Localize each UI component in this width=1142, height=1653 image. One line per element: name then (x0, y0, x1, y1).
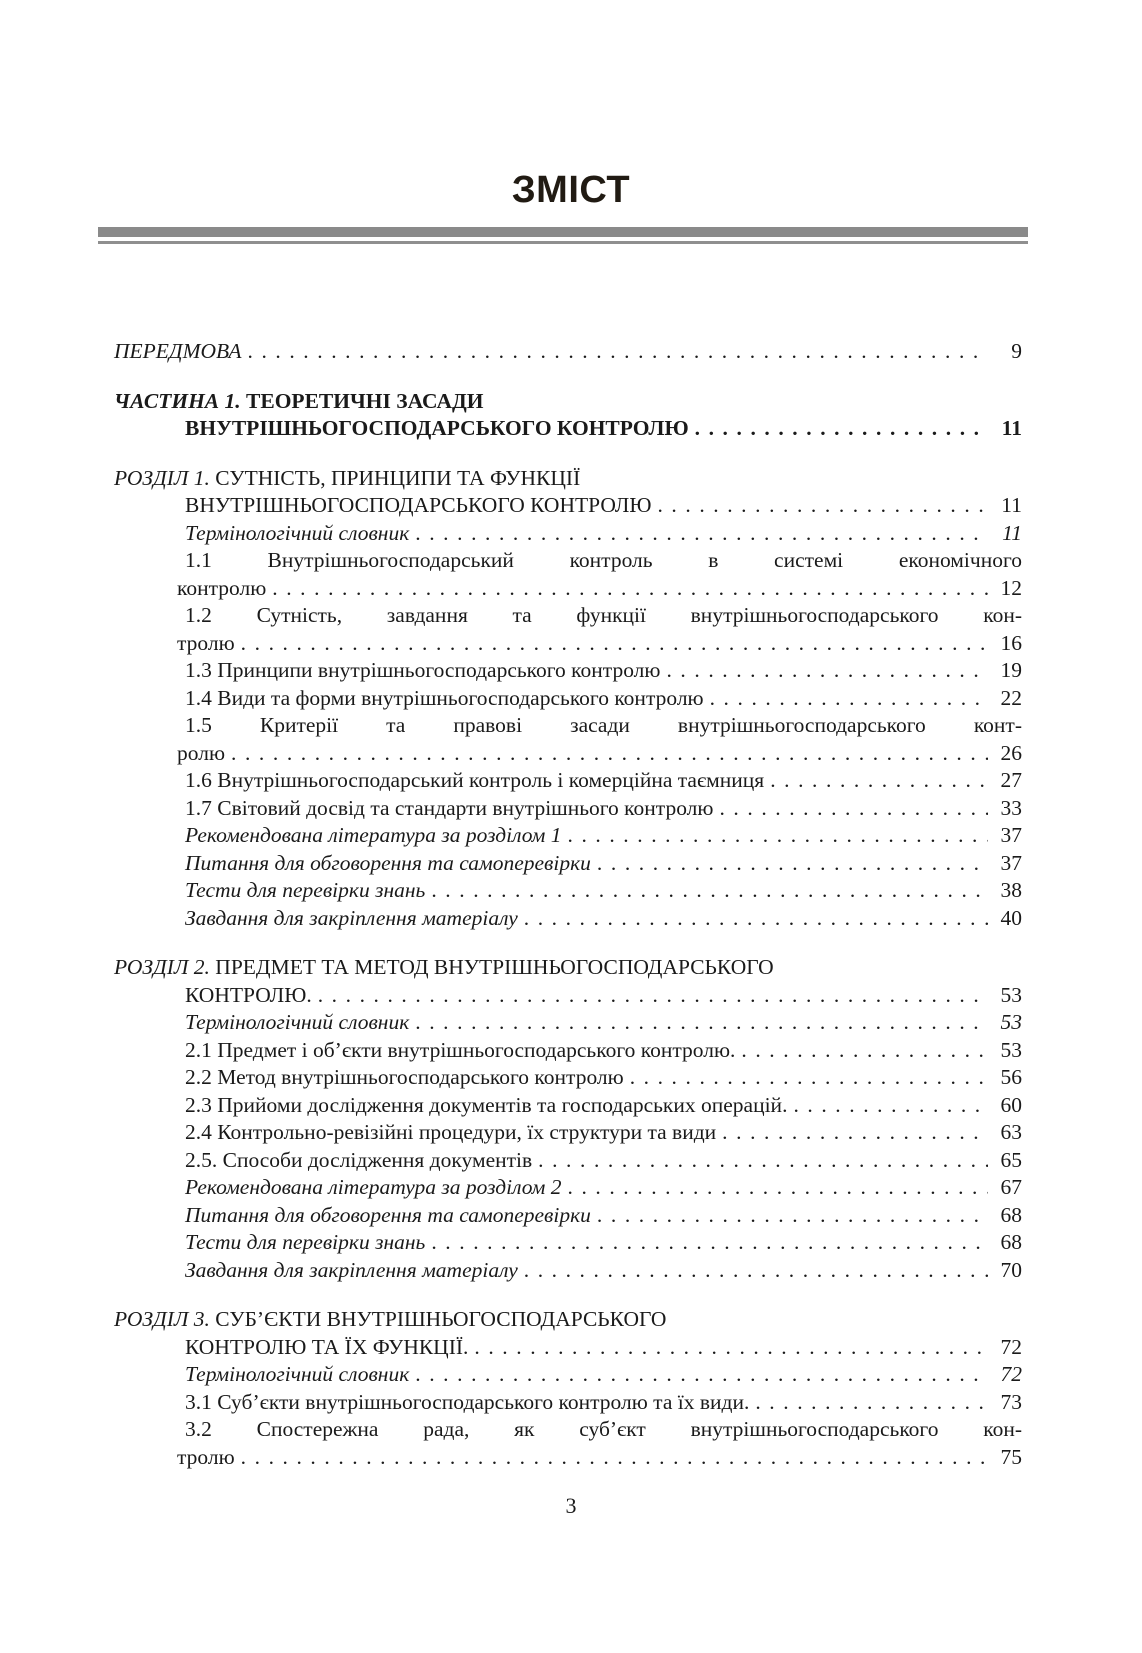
toc-entry-text: 1.7 Світовий досвід та стандарти внутрішнього контролю (185, 795, 714, 820)
toc-entry-text: 2.3 Прийоми дослідження документів та господарських операцій. (185, 1092, 788, 1117)
toc-entry-text: Термінологічний словник (185, 520, 410, 545)
page-number: 33 (1000, 795, 1022, 820)
toc-entry-text: 2.5. Способи дослідження документів (185, 1147, 533, 1172)
toc-list (114, 338, 1022, 1471)
toc-entry-text: Питання для обговорення та самоперевірки (185, 850, 591, 875)
dot-leader (266, 575, 988, 603)
dot-leader (425, 877, 988, 905)
toc-entry-text: РОЗДІЛ 1. СУТНІСТЬ, ПРИНЦИПИ ТА ФУНКЦІЇ (114, 465, 581, 490)
separator-rule-thin (98, 241, 1028, 244)
toc-row (114, 767, 1022, 795)
toc-entry-text: Тести для перевірки знань (185, 1230, 426, 1254)
page-number: 11 (1002, 520, 1022, 545)
toc-row (114, 1202, 1022, 1230)
dot-leader (518, 1257, 988, 1285)
footer-page-number: 3 (565, 1493, 577, 1518)
toc-row (114, 1389, 1022, 1417)
toc-entry-text: 3.1 Суб’єкти внутрішньогосподарського контролю та їх види. (185, 1389, 750, 1414)
toc-row (114, 1147, 1022, 1175)
dot-leader (468, 1334, 988, 1362)
page-number: 53 (1000, 982, 1022, 1007)
toc-row (114, 685, 1022, 713)
dot-leader (704, 685, 988, 713)
toc-spacer (114, 366, 1022, 388)
dot-leader (242, 338, 989, 366)
page-number: 11 (1001, 416, 1022, 440)
toc-entry-text: 2.1 Предмет і об’єкти внутрішньогосподарського контролю. (185, 1037, 736, 1062)
toc-row (114, 388, 1022, 416)
page-number: 27 (1000, 768, 1022, 792)
toc-row (114, 547, 1022, 575)
page-number: 70 (1000, 1257, 1022, 1282)
toc-entry-text: 1.4 Види та форми внутрішньогосподарського контролю (185, 685, 704, 710)
toc-entry-text: ПЕРЕДМОВА (114, 339, 242, 363)
toc-entry-text: тролю (177, 630, 235, 655)
toc-spacer (114, 932, 1022, 954)
toc-row (114, 1119, 1022, 1147)
toc-entry-text: КОНТРОЛЮ. (185, 982, 312, 1007)
dot-leader (651, 492, 988, 520)
toc-row (114, 905, 1022, 933)
page-number: 37 (1000, 850, 1022, 875)
dot-leader (409, 1009, 988, 1037)
dot-leader (716, 1119, 988, 1147)
dot-leader (764, 767, 988, 795)
toc-row (114, 602, 1022, 630)
toc-row (114, 1009, 1022, 1037)
page-number: 9 (1011, 339, 1022, 363)
toc-entry-text: Питання для обговорення та самоперевірки (185, 1202, 591, 1227)
toc-row (114, 1174, 1022, 1202)
toc-entry-text: 1.6 Внутрішньогосподарський контроль і комерційна таємниця (185, 768, 765, 792)
toc-row (114, 982, 1022, 1010)
dot-leader (562, 1174, 989, 1202)
toc-row (114, 954, 1022, 982)
page-number: 63 (1000, 1120, 1022, 1144)
page-number: 12 (1000, 575, 1022, 600)
toc-entry-text: Термінологічний словник (185, 1010, 410, 1034)
toc-row (114, 1361, 1022, 1389)
dot-leader (225, 740, 988, 768)
toc-entry-text: 2.4 Контрольно-ревізійні процедури, їх структури та види (185, 1120, 717, 1144)
toc-row (114, 877, 1022, 905)
page-number: 68 (1000, 1230, 1022, 1254)
toc-row (114, 465, 1022, 493)
page-number: 72 (1000, 1362, 1022, 1386)
toc-row (114, 415, 1022, 443)
toc-entry-text: 2.2 Метод внутрішньогосподарського контролю (185, 1065, 624, 1089)
toc-row (114, 520, 1022, 548)
page-number: 38 (1000, 878, 1022, 902)
toc-entry-text: 1.3 Принципи внутрішньогосподарського контролю (185, 658, 661, 682)
dot-leader (409, 520, 988, 548)
toc-row (114, 1334, 1022, 1362)
toc-row (114, 1229, 1022, 1257)
page-number: 68 (1000, 1202, 1022, 1227)
toc-row (114, 630, 1022, 658)
page-number: 19 (1000, 658, 1022, 682)
dot-leader (562, 822, 989, 850)
dot-leader (689, 415, 988, 443)
dot-leader (409, 1361, 988, 1389)
toc-row (114, 822, 1022, 850)
toc-entry-text: контролю (177, 575, 267, 600)
toc-row (114, 1092, 1022, 1120)
toc-entry-text: тролю (177, 1444, 235, 1469)
toc-entry-text: Рекомендована література за розділом 2 (185, 1175, 562, 1199)
dot-leader (713, 795, 988, 823)
toc-entry-text: 1.5 Критерії та правові засади внутрішньогосподарського конт- (185, 713, 1022, 737)
page-number: 60 (1000, 1092, 1022, 1117)
dot-leader (235, 1444, 988, 1472)
page-number: 53 (1000, 1037, 1022, 1062)
toc-entry-text: Тести для перевірки знань (185, 878, 426, 902)
dot-leader (624, 1064, 988, 1092)
toc-entry-text: ЧАСТИНА 1. ТЕОРЕТИЧНІ ЗАСАДИ (114, 388, 484, 413)
dot-leader (532, 1147, 988, 1175)
page-number: 65 (1000, 1147, 1022, 1172)
dot-leader (312, 982, 988, 1010)
toc-row (114, 1444, 1022, 1472)
dot-leader (591, 1202, 988, 1230)
toc-row (114, 492, 1022, 520)
toc-spacer (114, 443, 1022, 465)
toc-row (114, 657, 1022, 685)
toc-entry-text: Завдання для закріплення матеріалу (185, 905, 518, 930)
toc-entry-text: ролю (177, 740, 226, 765)
toc-entry-text: Термінологічний словник (185, 1362, 410, 1386)
toc-row (114, 338, 1022, 366)
toc-row (114, 1306, 1022, 1334)
page-number: 73 (1000, 1389, 1022, 1414)
dot-leader (518, 905, 988, 933)
toc-row (114, 850, 1022, 878)
dot-leader (660, 657, 988, 685)
toc-entry-text: Рекомендована література за розділом 1 (185, 823, 562, 847)
toc-row (114, 1416, 1022, 1444)
page-number: 67 (1000, 1175, 1022, 1199)
toc-entry-text: ВНУТРІШНЬОГОСПОДАРСЬКОГО КОНТРОЛЮ (185, 493, 652, 517)
toc-row (114, 795, 1022, 823)
dot-leader (787, 1092, 988, 1120)
dot-leader (749, 1389, 988, 1417)
page-number: 40 (1000, 905, 1022, 930)
dot-leader (735, 1037, 988, 1065)
toc-entry-text: ВНУТРІШНЬОГОСПОДАРСЬКОГО КОНТРОЛЮ (185, 416, 689, 440)
toc-row (114, 1064, 1022, 1092)
toc-row (114, 740, 1022, 768)
toc-entry-text: 1.2 Сутність, завдання та функції внутрішньогосподарського кон- (185, 603, 1022, 627)
toc-entry-text: РОЗДІЛ 3. СУБ’ЄКТИ ВНУТРІШНЬОГОСПОДАРСЬКОГО (114, 1307, 667, 1331)
page-number: 37 (1000, 823, 1022, 847)
dot-leader (591, 850, 988, 878)
dot-leader (425, 1229, 988, 1257)
toc-entry-text: КОНТРОЛЮ ТА ЇХ ФУНКЦІЇ. (185, 1334, 469, 1359)
toc-entry-text: Завдання для закріплення матеріалу (185, 1257, 518, 1282)
toc-row (114, 1257, 1022, 1285)
toc-row (114, 712, 1022, 740)
page-number: 72 (1000, 1334, 1022, 1359)
toc-spacer (114, 1284, 1022, 1306)
page-number: 53 (1000, 1010, 1022, 1034)
separator-rule-thick (98, 227, 1028, 237)
toc-row (114, 1037, 1022, 1065)
toc-entry-text: 1.1 Внутрішньогосподарський контроль в системі економічного (185, 548, 1022, 572)
page-number: 56 (1000, 1065, 1022, 1089)
page-number: 16 (1000, 630, 1022, 655)
toc-entry-text: РОЗДІЛ 2. ПРЕДМЕТ ТА МЕТОД ВНУТРІШНЬОГОСПОДАРСЬКОГО (114, 955, 774, 979)
page-number: 75 (1000, 1444, 1022, 1469)
toc-row (114, 575, 1022, 603)
dot-leader (235, 630, 988, 658)
page-number: 22 (1000, 685, 1022, 710)
toc-entry-text: 3.2 Спостережна рада, як суб’єкт внутрішньогосподарського кон- (185, 1417, 1022, 1441)
page-number: 26 (1000, 740, 1022, 765)
page-number: 11 (1001, 493, 1022, 517)
page-title: ЗМІСТ (511, 169, 631, 211)
